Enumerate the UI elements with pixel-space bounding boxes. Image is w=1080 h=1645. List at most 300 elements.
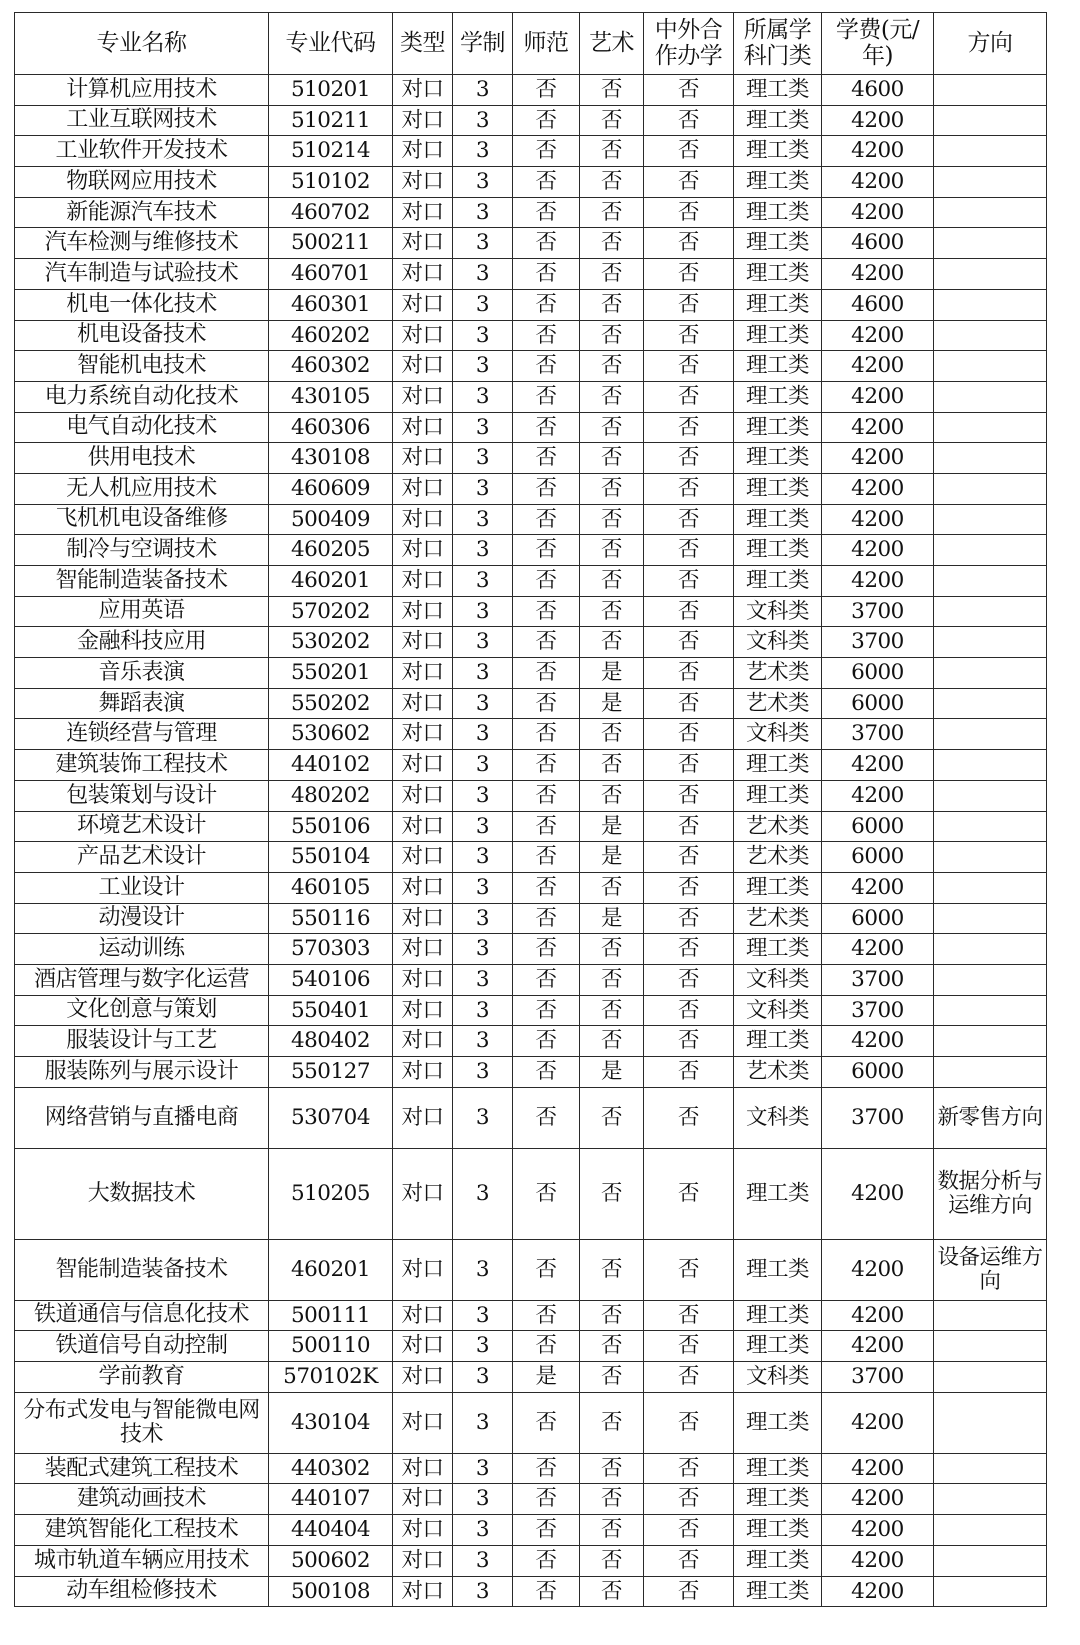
cell-tuition: 4200 [822,1515,934,1546]
cell-duration: 3 [453,566,513,597]
cell-duration: 3 [453,1239,513,1300]
cell-duration: 3 [453,872,513,903]
cell-tuition: 4200 [822,136,934,167]
cell-major-code: 460302 [269,351,393,382]
cell-major-code: 550104 [269,842,393,873]
cell-art: 否 [580,719,644,750]
cell-type: 对口 [393,1576,453,1607]
cell-type: 对口 [393,964,453,995]
cell-normal: 否 [513,1057,580,1088]
cell-normal: 否 [513,228,580,259]
cell-major-code: 460701 [269,259,393,290]
cell-discipline: 理工类 [734,1026,822,1057]
table-row [15,473,1047,504]
cell-type: 对口 [393,197,453,228]
cell-type: 对口 [393,412,453,443]
cell-duration: 3 [453,105,513,136]
cell-art: 否 [580,1576,644,1607]
cell-discipline: 艺术类 [734,658,822,689]
cell-duration: 3 [453,504,513,535]
cell-duration: 3 [453,719,513,750]
cell-joint-program: 否 [644,842,734,873]
cell-art: 否 [580,351,644,382]
cell-joint-program: 否 [644,1148,734,1239]
cell-art: 否 [580,627,644,658]
cell-direction [934,351,1047,382]
cell-normal: 否 [513,504,580,535]
cell-major-code: 430104 [269,1392,393,1453]
cell-normal: 否 [513,1148,580,1239]
cell-type: 对口 [393,228,453,259]
cell-discipline: 理工类 [734,105,822,136]
cell-normal: 否 [513,566,580,597]
cell-discipline: 理工类 [734,1515,822,1546]
cell-tuition: 4200 [822,105,934,136]
cell-major-code: 550202 [269,688,393,719]
cell-joint-program: 否 [644,504,734,535]
cell-direction [934,1545,1047,1576]
cell-tuition: 4200 [822,1331,934,1362]
cell-tuition: 6000 [822,903,934,934]
cell-type: 对口 [393,75,453,106]
table-row [15,995,1047,1026]
cell-duration: 3 [453,964,513,995]
cell-art: 是 [580,903,644,934]
cell-tuition: 4200 [822,412,934,443]
cell-tuition: 3700 [822,995,934,1026]
cell-type: 对口 [393,1545,453,1576]
cell-major-code: 510102 [269,167,393,198]
majors-table [14,12,1047,1607]
cell-normal: 否 [513,780,580,811]
cell-major-code: 550201 [269,658,393,689]
cell-duration: 3 [453,1331,513,1362]
cell-direction: 新零售方向 [934,1087,1047,1148]
cell-duration: 3 [453,1484,513,1515]
table-row [15,351,1047,382]
cell-discipline: 理工类 [734,1392,822,1453]
cell-type: 对口 [393,842,453,873]
cell-art: 否 [580,596,644,627]
cell-tuition: 3700 [822,964,934,995]
cell-joint-program: 否 [644,1453,734,1484]
cell-normal: 否 [513,167,580,198]
cell-duration: 3 [453,381,513,412]
cell-major-name: 学前教育 [15,1362,269,1393]
header-duration: 学制 [453,13,513,75]
cell-type: 对口 [393,903,453,934]
cell-art: 否 [580,566,644,597]
cell-tuition: 4200 [822,934,934,965]
table-row [15,1057,1047,1088]
cell-joint-program: 否 [644,903,734,934]
cell-duration: 3 [453,627,513,658]
table-row [15,566,1047,597]
cell-art: 是 [580,658,644,689]
cell-tuition: 4200 [822,1453,934,1484]
cell-joint-program: 否 [644,964,734,995]
cell-art: 否 [580,995,644,1026]
cell-major-name: 铁道通信与信息化技术 [15,1300,269,1331]
table-row [15,75,1047,106]
cell-duration: 3 [453,1545,513,1576]
cell-major-name: 机电设备技术 [15,320,269,351]
cell-major-name: 连锁经营与管理 [15,719,269,750]
cell-tuition: 4200 [822,750,934,781]
cell-normal: 否 [513,811,580,842]
cell-type: 对口 [393,381,453,412]
cell-discipline: 理工类 [734,1148,822,1239]
cell-type: 对口 [393,1362,453,1393]
table-row [15,658,1047,689]
cell-discipline: 理工类 [734,872,822,903]
cell-direction [934,688,1047,719]
cell-direction [934,658,1047,689]
cell-major-name: 智能制造装备技术 [15,566,269,597]
cell-normal: 否 [513,1484,580,1515]
cell-major-name: 建筑装饰工程技术 [15,750,269,781]
cell-major-code: 440107 [269,1484,393,1515]
table-row [15,1148,1047,1239]
cell-major-name: 计算机应用技术 [15,75,269,106]
table-row [15,780,1047,811]
cell-major-name: 网络营销与直播电商 [15,1087,269,1148]
cell-duration: 3 [453,259,513,290]
cell-tuition: 3700 [822,1362,934,1393]
cell-joint-program: 否 [644,658,734,689]
cell-joint-program: 否 [644,167,734,198]
table-row [15,1576,1047,1607]
cell-tuition: 4200 [822,351,934,382]
cell-joint-program: 否 [644,1362,734,1393]
cell-major-name: 文化创意与策划 [15,995,269,1026]
cell-joint-program: 否 [644,750,734,781]
cell-normal: 否 [513,351,580,382]
cell-tuition: 6000 [822,688,934,719]
cell-direction [934,566,1047,597]
cell-discipline: 文科类 [734,627,822,658]
cell-direction [934,381,1047,412]
table-row [15,964,1047,995]
cell-tuition: 4200 [822,1148,934,1239]
cell-joint-program: 否 [644,75,734,106]
cell-type: 对口 [393,811,453,842]
cell-major-name: 新能源汽车技术 [15,197,269,228]
table-row [15,259,1047,290]
cell-direction [934,1057,1047,1088]
cell-normal: 否 [513,964,580,995]
header-normal: 师范 [513,13,580,75]
cell-direction [934,750,1047,781]
cell-art: 否 [580,750,644,781]
cell-type: 对口 [393,1484,453,1515]
cell-direction [934,259,1047,290]
cell-joint-program: 否 [644,1057,734,1088]
cell-type: 对口 [393,473,453,504]
cell-art: 是 [580,842,644,873]
table-row [15,1484,1047,1515]
cell-normal: 否 [513,658,580,689]
cell-major-code: 540106 [269,964,393,995]
cell-type: 对口 [393,167,453,198]
cell-normal: 否 [513,903,580,934]
cell-type: 对口 [393,1300,453,1331]
cell-art: 否 [580,381,644,412]
cell-major-name: 电气自动化技术 [15,412,269,443]
table-row [15,1026,1047,1057]
table-row [15,934,1047,965]
cell-normal: 否 [513,1392,580,1453]
table-row [15,842,1047,873]
cell-joint-program: 否 [644,535,734,566]
cell-joint-program: 否 [644,197,734,228]
cell-joint-program: 否 [644,381,734,412]
cell-major-name: 铁道信号自动控制 [15,1331,269,1362]
cell-art: 否 [580,320,644,351]
cell-duration: 3 [453,197,513,228]
cell-major-code: 550116 [269,903,393,934]
cell-art: 否 [580,1362,644,1393]
cell-normal: 否 [513,535,580,566]
cell-discipline: 理工类 [734,75,822,106]
cell-type: 对口 [393,1026,453,1057]
cell-major-code: 440404 [269,1515,393,1546]
cell-tuition: 6000 [822,658,934,689]
cell-normal: 否 [513,289,580,320]
cell-art: 否 [580,167,644,198]
cell-type: 对口 [393,136,453,167]
cell-major-name: 运动训练 [15,934,269,965]
cell-type: 对口 [393,934,453,965]
cell-tuition: 4200 [822,504,934,535]
cell-major-name: 环境艺术设计 [15,811,269,842]
cell-art: 否 [580,780,644,811]
table-row [15,750,1047,781]
table-row [15,811,1047,842]
cell-duration: 3 [453,167,513,198]
cell-joint-program: 否 [644,995,734,1026]
cell-joint-program: 否 [644,627,734,658]
cell-art: 否 [580,934,644,965]
cell-tuition: 4200 [822,535,934,566]
cell-direction [934,719,1047,750]
cell-discipline: 文科类 [734,995,822,1026]
cell-major-name: 服装设计与工艺 [15,1026,269,1057]
cell-direction [934,289,1047,320]
cell-art: 否 [580,228,644,259]
cell-duration: 3 [453,1026,513,1057]
cell-normal: 是 [513,1362,580,1393]
cell-major-name: 应用英语 [15,596,269,627]
cell-direction [934,934,1047,965]
cell-tuition: 4200 [822,473,934,504]
cell-duration: 3 [453,1148,513,1239]
cell-art: 否 [580,75,644,106]
cell-normal: 否 [513,1087,580,1148]
cell-art: 是 [580,1057,644,1088]
cell-discipline: 理工类 [734,1576,822,1607]
cell-normal: 否 [513,1545,580,1576]
cell-duration: 3 [453,75,513,106]
cell-normal: 否 [513,443,580,474]
cell-direction [934,596,1047,627]
cell-duration: 3 [453,443,513,474]
cell-direction [934,535,1047,566]
cell-direction [934,412,1047,443]
cell-major-name: 建筑智能化工程技术 [15,1515,269,1546]
cell-art: 否 [580,1545,644,1576]
cell-art: 否 [580,289,644,320]
cell-direction [934,136,1047,167]
cell-art: 否 [580,1331,644,1362]
cell-major-code: 500211 [269,228,393,259]
cell-direction [934,473,1047,504]
cell-discipline: 理工类 [734,289,822,320]
cell-major-code: 500602 [269,1545,393,1576]
cell-normal: 否 [513,1515,580,1546]
cell-major-code: 570202 [269,596,393,627]
cell-discipline: 理工类 [734,1484,822,1515]
cell-normal: 否 [513,596,580,627]
cell-discipline: 理工类 [734,780,822,811]
table-row [15,1545,1047,1576]
cell-art: 否 [580,1453,644,1484]
cell-discipline: 理工类 [734,412,822,443]
cell-type: 对口 [393,688,453,719]
cell-normal: 否 [513,75,580,106]
cell-joint-program: 否 [644,1576,734,1607]
header-major-name: 专业名称 [15,13,269,75]
cell-type: 对口 [393,1453,453,1484]
cell-discipline: 理工类 [734,381,822,412]
cell-major-code: 460301 [269,289,393,320]
cell-major-code: 460205 [269,535,393,566]
cell-normal: 否 [513,320,580,351]
cell-tuition: 4200 [822,566,934,597]
cell-tuition: 4200 [822,197,934,228]
cell-major-code: 460702 [269,197,393,228]
cell-art: 否 [580,136,644,167]
table-header-row [15,13,1047,75]
cell-type: 对口 [393,1087,453,1148]
cell-type: 对口 [393,596,453,627]
table-row [15,381,1047,412]
cell-normal: 否 [513,197,580,228]
cell-duration: 3 [453,903,513,934]
cell-major-code: 510211 [269,105,393,136]
cell-major-name: 汽车制造与试验技术 [15,259,269,290]
cell-major-code: 430105 [269,381,393,412]
cell-tuition: 6000 [822,811,934,842]
cell-joint-program: 否 [644,566,734,597]
cell-joint-program: 否 [644,1545,734,1576]
cell-discipline: 理工类 [734,535,822,566]
cell-joint-program: 否 [644,1484,734,1515]
cell-direction [934,504,1047,535]
cell-tuition: 4200 [822,1239,934,1300]
cell-normal: 否 [513,381,580,412]
cell-art: 否 [580,1484,644,1515]
table-row [15,105,1047,136]
cell-type: 对口 [393,351,453,382]
cell-major-name: 工业互联网技术 [15,105,269,136]
cell-discipline: 理工类 [734,351,822,382]
cell-direction [934,1576,1047,1607]
cell-direction [934,811,1047,842]
cell-duration: 3 [453,289,513,320]
cell-joint-program: 否 [644,719,734,750]
cell-direction [934,443,1047,474]
cell-duration: 3 [453,934,513,965]
table-row [15,596,1047,627]
cell-normal: 否 [513,259,580,290]
cell-direction [934,1392,1047,1453]
header-art: 艺术 [580,13,644,75]
cell-art: 否 [580,1239,644,1300]
cell-discipline: 理工类 [734,566,822,597]
cell-type: 对口 [393,1392,453,1453]
cell-type: 对口 [393,105,453,136]
cell-major-name: 酒店管理与数字化运营 [15,964,269,995]
cell-joint-program: 否 [644,259,734,290]
header-direction: 方向 [934,13,1047,75]
cell-major-name: 金融科技应用 [15,627,269,658]
table-row [15,535,1047,566]
cell-art: 否 [580,872,644,903]
table-row [15,504,1047,535]
cell-joint-program: 否 [644,136,734,167]
cell-tuition: 4200 [822,1026,934,1057]
cell-discipline: 艺术类 [734,903,822,934]
cell-tuition: 6000 [822,842,934,873]
cell-tuition: 4200 [822,1300,934,1331]
cell-tuition: 3700 [822,627,934,658]
cell-duration: 3 [453,780,513,811]
cell-joint-program: 否 [644,1300,734,1331]
table-row [15,1239,1047,1300]
cell-joint-program: 否 [644,1331,734,1362]
cell-discipline: 理工类 [734,197,822,228]
cell-normal: 否 [513,995,580,1026]
cell-normal: 否 [513,842,580,873]
cell-direction [934,1331,1047,1362]
cell-major-name: 工业设计 [15,872,269,903]
cell-direction: 数据分析与运维方向 [934,1148,1047,1239]
table-row [15,443,1047,474]
cell-direction [934,167,1047,198]
cell-normal: 否 [513,1576,580,1607]
cell-major-code: 570303 [269,934,393,965]
cell-major-name: 物联网应用技术 [15,167,269,198]
cell-joint-program: 否 [644,1026,734,1057]
cell-art: 否 [580,535,644,566]
cell-joint-program: 否 [644,443,734,474]
cell-duration: 3 [453,1300,513,1331]
table-body [15,75,1047,1607]
cell-tuition: 6000 [822,1057,934,1088]
cell-art: 否 [580,1392,644,1453]
cell-joint-program: 否 [644,473,734,504]
cell-major-code: 530704 [269,1087,393,1148]
table-row [15,872,1047,903]
cell-tuition: 3700 [822,1087,934,1148]
cell-major-code: 480402 [269,1026,393,1057]
table-row [15,1087,1047,1148]
cell-tuition: 4600 [822,228,934,259]
cell-duration: 3 [453,1087,513,1148]
cell-duration: 3 [453,136,513,167]
cell-art: 否 [580,1026,644,1057]
